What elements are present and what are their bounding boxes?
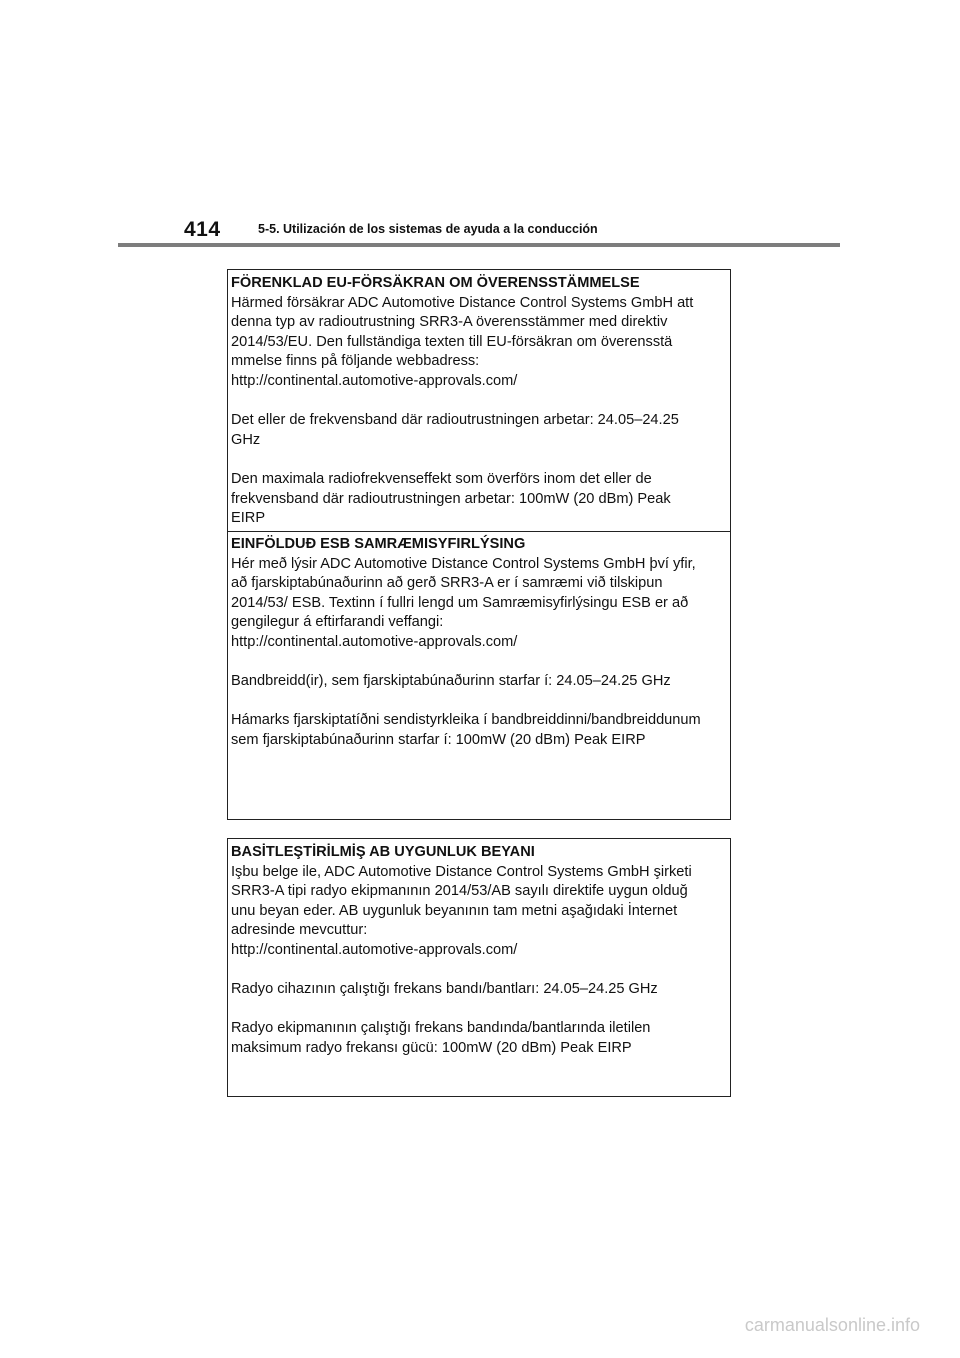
page-number: 414 [184, 218, 221, 241]
swedish-power-line: EIRP [231, 510, 266, 527]
swedish-frequency-line: Det eller de frekvensband där radioutrustningen arbetar: 24.05–24.25 [231, 412, 679, 429]
swedish-text-line: Härmed försäkrar ADC Automotive Distance Control Systems GmbH att [231, 294, 694, 311]
icelandic-frequency-line: Bandbreidd(ir), sem fjarskiptabúnaðurinn starfar í: 24.05–24.25 GHz [231, 673, 671, 690]
turkish-power-line: Radyo ekipmanının çalıştığı frekans bandında/bantlarında iletilen [231, 1020, 651, 1037]
turkish-heading: BASİTLEŞTİRİLMİŞ AB UYGUNLUK BEYANI [231, 844, 535, 860]
turkish-power-line: maksimum radyo frekansı gücü: 100mW (20 dBm) Peak EIRP [231, 1039, 632, 1056]
swedish-frequency-line: GHz [231, 431, 261, 448]
swedish-url: http://continental.automotive-approvals.com/ [231, 372, 518, 389]
turkish-text-line: Işbu belge ile, ADC Automotive Distance Control Systems GmbH şirketi [231, 863, 692, 880]
turkish-declaration [231, 843, 726, 1059]
icelandic-declaration [231, 535, 726, 751]
icelandic-text-line: Hér með lýsir ADC Automotive Distance Control Systems GmbH því yfir, [231, 555, 696, 572]
swedish-power-line: Den maximala radiofrekvenseffekt som överförs inom det eller de [231, 470, 652, 487]
turkish-url: http://continental.automotive-approvals.com/ [231, 941, 518, 958]
icelandic-text-line: gengilegur á eftirfarandi veffangi: [231, 614, 444, 631]
icelandic-text-line: að fjarskiptabúnaðurinn að gerð SRR3-A er í samræmi við tilskipun [231, 575, 663, 592]
declaration-box-swedish-icelandic [227, 269, 731, 820]
icelandic-power-line: Hámarks fjarskiptatíðni sendistyrkleika í bandbreiddinni/bandbreiddunum [231, 712, 701, 729]
turkish-frequency-line: Radyo cihazının çalıştığı frekans bandı/bantları: 24.05–24.25 GHz [231, 981, 658, 998]
section-title: 5-5. Utilización de los sistemas de ayuda a la conducción [258, 222, 598, 236]
declaration-box-turkish [227, 838, 731, 1097]
swedish-declaration [231, 274, 726, 529]
swedish-text-line: mmelse finns på följande webbadress: [231, 353, 480, 370]
turkish-text-line: SRR3-A tipi radyo ekipmanının 2014/53/AB sayılı direktife uygun olduğ [231, 883, 688, 900]
icelandic-text-line: 2014/53/ ESB. Textinn í fullri lengd um Samræmisyfirlýsingu ESB er að [231, 594, 689, 611]
icelandic-url: http://continental.automotive-approvals.com/ [231, 633, 518, 650]
icelandic-power-line: sem fjarskiptabúnaðurinn starfar í: 100mW (20 dBm) Peak EIRP [231, 731, 646, 748]
turkish-text-line: adresinde mevcuttur: [231, 922, 368, 939]
icelandic-heading: EINFÖLDUÐ ESB SAMRÆMISYFIRLÝSING [231, 536, 526, 552]
page-header [0, 210, 960, 250]
section-divider [228, 531, 730, 532]
swedish-text-line: denna typ av radioutrustning SRR3-A överensstämmer med direktiv [231, 314, 668, 331]
turkish-text-line: unu beyan eder. AB uygunluk beyanının tam metni aşağıdaki İnternet [231, 902, 678, 919]
header-divider [118, 243, 840, 247]
swedish-heading: FÖRENKLAD EU-FÖRSÄKRAN OM ÖVERENSSTÄMMELSE [231, 275, 640, 291]
swedish-power-line: frekvensband där radioutrustningen arbetar: 100mW (20 dBm) Peak [231, 490, 671, 507]
swedish-text-line: 2014/53/EU. Den fullständiga texten till EU-försäkran om överensstä [231, 333, 673, 350]
watermark: carmanualsonline.info [744, 1315, 920, 1335]
